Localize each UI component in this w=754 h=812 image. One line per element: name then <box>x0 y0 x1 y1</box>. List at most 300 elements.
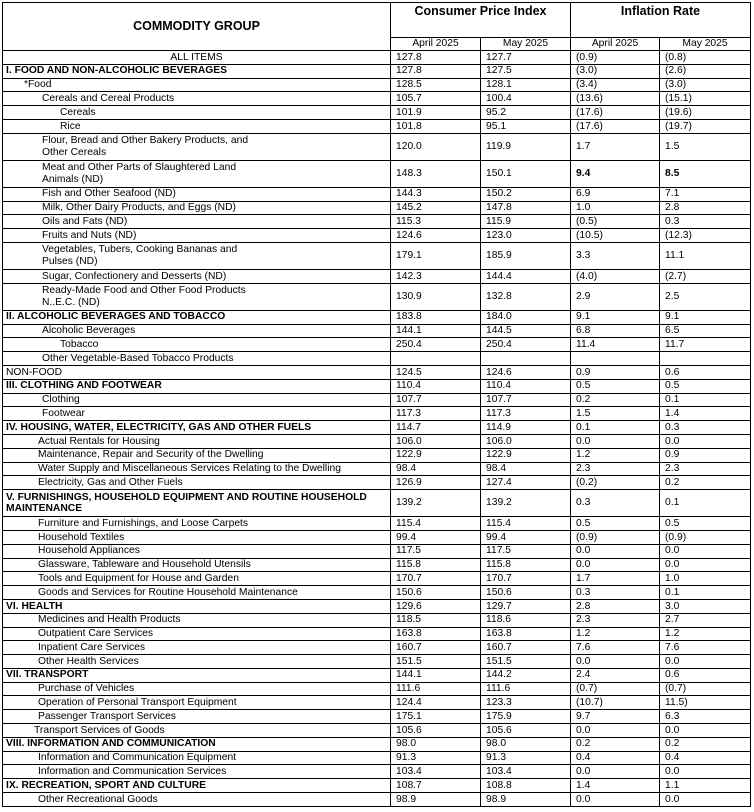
inflation-april-value: (17.6) <box>571 119 660 133</box>
commodity-label: Cereals and Cereal Products <box>3 92 391 106</box>
table-row <box>3 710 751 724</box>
table-row <box>3 517 751 531</box>
inflation-may-value: 0.5 <box>660 517 751 531</box>
inflation-may-value: (0.8) <box>660 51 751 65</box>
cpi-april-value: 115.4 <box>391 517 481 531</box>
inflation-may-value: 0.4 <box>660 751 751 765</box>
inflation-may-value: 0.0 <box>660 544 751 558</box>
commodity-label: Household Textiles <box>3 530 391 544</box>
cpi-april-value: 163.8 <box>391 627 481 641</box>
cpi-april-value: 106.0 <box>391 434 481 448</box>
commodity-label: *Food <box>3 78 391 92</box>
cpi-april-value: 108.7 <box>391 779 481 793</box>
cpi-april-value: 107.7 <box>391 393 481 407</box>
inflation-april-value: 1.7 <box>571 133 660 160</box>
cpi-may-value: 98.4 <box>481 462 571 476</box>
cpi-april-value: 114.7 <box>391 421 481 435</box>
cpi-may-value: 91.3 <box>481 751 571 765</box>
inflation-may-value: (2.6) <box>660 64 751 78</box>
commodity-label: V. FURNISHINGS, HOUSEHOLD EQUIPMENT AND ROUTINE HOUSEHOLD MAINTENANCE <box>3 490 391 517</box>
cpi-may-value: 132.8 <box>481 283 571 310</box>
cpi-april-value: 122.9 <box>391 448 481 462</box>
inflation-may-value: 0.3 <box>660 421 751 435</box>
inflation-may-value: 2.8 <box>660 201 751 215</box>
cpi-may-value: 144.4 <box>481 269 571 283</box>
commodity-label: Milk, Other Dairy Products, and Eggs (ND) <box>3 201 391 215</box>
commodity-label: Other Health Services <box>3 655 391 669</box>
inflation-may-value: (0.7) <box>660 682 751 696</box>
cpi-may-value: 163.8 <box>481 627 571 641</box>
cpi-april-value: 250.4 <box>391 338 481 352</box>
table-row <box>3 751 751 765</box>
cpi-april-value: 142.3 <box>391 269 481 283</box>
commodity-label: IV. HOUSING, WATER, ELECTRICITY, GAS AND OTHER FUELS <box>3 421 391 435</box>
cpi-april-value: 145.2 <box>391 201 481 215</box>
inflation-may-value: 0.5 <box>660 379 751 393</box>
inflation-may-value: 1.1 <box>660 779 751 793</box>
cpi-april-header: April 2025 <box>391 38 481 51</box>
inflation-april-value: (13.6) <box>571 92 660 106</box>
inflation-may-value: 6.5 <box>660 324 751 338</box>
commodity-label: VIII. INFORMATION AND COMMUNICATION <box>3 737 391 751</box>
cpi-april-value: 127.8 <box>391 51 481 65</box>
cpi-april-value: 111.6 <box>391 682 481 696</box>
inflation-april-value: 0.5 <box>571 379 660 393</box>
cpi-april-value: 175.1 <box>391 710 481 724</box>
inflation-april-value: 2.3 <box>571 613 660 627</box>
inflation-may-value: 2.3 <box>660 462 751 476</box>
cpi-may-value: 117.3 <box>481 407 571 421</box>
table-row <box>3 627 751 641</box>
cpi-may-value: 106.0 <box>481 434 571 448</box>
cpi-may-value <box>481 352 571 366</box>
commodity-label: Cereals <box>3 106 391 120</box>
inflation-may-value: 1.2 <box>660 627 751 641</box>
commodity-label: Furniture and Furnishings, and Loose Carpets <box>3 517 391 531</box>
commodity-label: III. CLOTHING AND FOOTWEAR <box>3 379 391 393</box>
inflation-may-value: 0.1 <box>660 490 751 517</box>
inflation-may-value: 11.1 <box>660 242 751 269</box>
cpi-april-value: 160.7 <box>391 641 481 655</box>
inflation-april-value: 0.3 <box>571 586 660 600</box>
cpi-april-value: 128.5 <box>391 78 481 92</box>
table-row <box>3 215 751 229</box>
table-row <box>3 119 751 133</box>
inflation-april-value: 0.3 <box>571 490 660 517</box>
cpi-may-value: 117.5 <box>481 544 571 558</box>
table-row <box>3 655 751 669</box>
table-row <box>3 724 751 738</box>
commodity-label: Actual Rentals for Housing <box>3 434 391 448</box>
inflation-april-value: 2.8 <box>571 599 660 613</box>
table-row <box>3 283 751 310</box>
table-row <box>3 51 751 65</box>
cpi-april-value: 101.8 <box>391 119 481 133</box>
inflation-april-value: (0.9) <box>571 530 660 544</box>
commodity-label: Fruits and Nuts (ND) <box>3 229 391 243</box>
cpi-may-value: 147.8 <box>481 201 571 215</box>
cpi-may-value: 127.5 <box>481 64 571 78</box>
cpi-may-value: 184.0 <box>481 310 571 324</box>
commodity-label: IX. RECREATION, SPORT AND CULTURE <box>3 779 391 793</box>
cpi-april-value: 170.7 <box>391 572 481 586</box>
inflation-may-value: 0.0 <box>660 724 751 738</box>
inflation-may-value: 1.4 <box>660 407 751 421</box>
cpi-may-value: 250.4 <box>481 338 571 352</box>
table-row <box>3 682 751 696</box>
cpi-may-value: 105.6 <box>481 724 571 738</box>
inflation-april-value: 1.2 <box>571 627 660 641</box>
inflation-header: Inflation Rate <box>571 3 751 38</box>
inflation-may-value: (0.9) <box>660 530 751 544</box>
table-row <box>3 490 751 517</box>
commodity-label: Alcoholic Beverages <box>3 324 391 338</box>
inflation-april-value: (4.0) <box>571 269 660 283</box>
inflation-may-value: 2.5 <box>660 283 751 310</box>
inflation-april-value: (3.0) <box>571 64 660 78</box>
cpi-header: Consumer Price Index <box>391 3 571 38</box>
cpi-april-value: 117.3 <box>391 407 481 421</box>
inflation-may-value: 11.7 <box>660 338 751 352</box>
inflation-april-value: (10.7) <box>571 696 660 710</box>
commodity-label: Medicines and Health Products <box>3 613 391 627</box>
cpi-may-value: 99.4 <box>481 530 571 544</box>
table-body <box>3 51 751 807</box>
cpi-may-value: 127.7 <box>481 51 571 65</box>
commodity-label: Purchase of Vehicles <box>3 682 391 696</box>
inflation-april-value: 3.3 <box>571 242 660 269</box>
cpi-april-value: 120.0 <box>391 133 481 160</box>
commodity-label: Sugar, Confectionery and Desserts (ND) <box>3 269 391 283</box>
inflation-april-value: 9.4 <box>571 160 660 187</box>
inflation-may-value: 0.1 <box>660 393 751 407</box>
commodity-label: Oils and Fats (ND) <box>3 215 391 229</box>
inflation-may-value: 0.2 <box>660 476 751 490</box>
cpi-april-value: 124.5 <box>391 365 481 379</box>
cpi-may-value: 98.0 <box>481 737 571 751</box>
table-row <box>3 696 751 710</box>
inflation-may-value: 7.6 <box>660 641 751 655</box>
cpi-may-value: 144.2 <box>481 668 571 682</box>
cpi-april-value: 91.3 <box>391 751 481 765</box>
inflation-april-value: 7.6 <box>571 641 660 655</box>
table-row <box>3 324 751 338</box>
inflation-may-value <box>660 352 751 366</box>
inflation-may-value: 0.3 <box>660 215 751 229</box>
inflation-april-value: (17.6) <box>571 106 660 120</box>
inflation-may-value: 0.2 <box>660 737 751 751</box>
table-row <box>3 668 751 682</box>
commodity-label: Inpatient Care Services <box>3 641 391 655</box>
cpi-may-value: 160.7 <box>481 641 571 655</box>
commodity-label: Passenger Transport Services <box>3 710 391 724</box>
inflation-april-value: 6.9 <box>571 187 660 201</box>
commodity-label: Meat and Other Parts of Slaughtered Land Animals (ND) <box>3 160 391 187</box>
table-row <box>3 572 751 586</box>
cpi-april-value: 144.3 <box>391 187 481 201</box>
cpi-april-value: 110.4 <box>391 379 481 393</box>
cpi-april-value: 117.5 <box>391 544 481 558</box>
cpi-april-value: 101.9 <box>391 106 481 120</box>
inflation-april-value: 1.0 <box>571 201 660 215</box>
table-row <box>3 92 751 106</box>
cpi-table-container <box>2 2 751 807</box>
cpi-may-value: 108.8 <box>481 779 571 793</box>
table-row <box>3 393 751 407</box>
inflation-may-value: 1.5 <box>660 133 751 160</box>
cpi-april-value: 126.9 <box>391 476 481 490</box>
commodity-label: Footwear <box>3 407 391 421</box>
inflation-april-value: 1.7 <box>571 572 660 586</box>
table-row <box>3 641 751 655</box>
cpi-april-value: 98.0 <box>391 737 481 751</box>
cpi-may-header: May 2025 <box>481 38 571 51</box>
table-row <box>3 462 751 476</box>
commodity-group-header: COMMODITY GROUP <box>3 3 391 51</box>
cpi-april-value: 98.9 <box>391 793 481 807</box>
cpi-april-value: 99.4 <box>391 530 481 544</box>
commodity-label: Water Supply and Miscellaneous Services Relating to the Dwelling <box>3 462 391 476</box>
commodity-label: Ready-Made Food and Other Food Products N..E.C. (ND) <box>3 283 391 310</box>
inflation-may-value: 8.5 <box>660 160 751 187</box>
cpi-inflation-table <box>2 2 751 807</box>
inflation-april-value: (10.5) <box>571 229 660 243</box>
table-row <box>3 160 751 187</box>
inflation-may-header: May 2025 <box>660 38 751 51</box>
header-row-main <box>3 3 751 38</box>
inflation-april-value: 1.5 <box>571 407 660 421</box>
cpi-may-value: 123.0 <box>481 229 571 243</box>
cpi-april-value: 144.1 <box>391 324 481 338</box>
commodity-label: Tobacco <box>3 338 391 352</box>
commodity-label: Operation of Personal Transport Equipment <box>3 696 391 710</box>
inflation-april-value: 0.0 <box>571 558 660 572</box>
inflation-may-value: 1.0 <box>660 572 751 586</box>
commodity-label: Vegetables, Tubers, Cooking Bananas and Pulses (ND) <box>3 242 391 269</box>
inflation-april-value: 0.2 <box>571 393 660 407</box>
inflation-may-value: 2.7 <box>660 613 751 627</box>
inflation-april-value: 0.0 <box>571 765 660 779</box>
cpi-april-value: 118.5 <box>391 613 481 627</box>
cpi-april-value: 115.3 <box>391 215 481 229</box>
cpi-may-value: 103.4 <box>481 765 571 779</box>
table-row <box>3 269 751 283</box>
commodity-label: Electricity, Gas and Other Fuels <box>3 476 391 490</box>
cpi-april-value: 103.4 <box>391 765 481 779</box>
inflation-april-header: April 2025 <box>571 38 660 51</box>
commodity-label: Rice <box>3 119 391 133</box>
inflation-may-value: (12.3) <box>660 229 751 243</box>
inflation-may-value: 0.0 <box>660 558 751 572</box>
inflation-may-value: 0.9 <box>660 448 751 462</box>
cpi-may-value: 151.5 <box>481 655 571 669</box>
cpi-april-value: 144.1 <box>391 668 481 682</box>
table-row <box>3 765 751 779</box>
inflation-may-value: 0.0 <box>660 793 751 807</box>
cpi-may-value: 115.4 <box>481 517 571 531</box>
commodity-label: Clothing <box>3 393 391 407</box>
inflation-may-value: 0.6 <box>660 668 751 682</box>
inflation-april-value: 6.8 <box>571 324 660 338</box>
commodity-label: Other Vegetable-Based Tobacco Products <box>3 352 391 366</box>
table-row <box>3 793 751 807</box>
inflation-april-value: 0.1 <box>571 421 660 435</box>
cpi-april-value: 130.9 <box>391 283 481 310</box>
inflation-april-value: 0.9 <box>571 365 660 379</box>
inflation-april-value: 2.4 <box>571 668 660 682</box>
inflation-may-value: 3.0 <box>660 599 751 613</box>
cpi-may-value: 98.9 <box>481 793 571 807</box>
commodity-label: I. FOOD AND NON-ALCOHOLIC BEVERAGES <box>3 64 391 78</box>
table-row <box>3 64 751 78</box>
commodity-label: Tools and Equipment for House and Garden <box>3 572 391 586</box>
table-row <box>3 421 751 435</box>
commodity-label: Glassware, Tableware and Household Utensils <box>3 558 391 572</box>
cpi-may-value: 139.2 <box>481 490 571 517</box>
cpi-april-value: 115.8 <box>391 558 481 572</box>
inflation-may-value: (19.7) <box>660 119 751 133</box>
cpi-april-value: 150.6 <box>391 586 481 600</box>
cpi-may-value: 110.4 <box>481 379 571 393</box>
inflation-may-value: (3.0) <box>660 78 751 92</box>
cpi-april-value: 183.8 <box>391 310 481 324</box>
inflation-may-value: 6.3 <box>660 710 751 724</box>
table-row <box>3 558 751 572</box>
cpi-may-value: 119.9 <box>481 133 571 160</box>
cpi-may-value: 128.1 <box>481 78 571 92</box>
cpi-may-value: 150.2 <box>481 187 571 201</box>
cpi-may-value: 175.9 <box>481 710 571 724</box>
commodity-label: Transport Services of Goods <box>3 724 391 738</box>
inflation-april-value: 0.4 <box>571 751 660 765</box>
table-row <box>3 530 751 544</box>
commodity-label: Fish and Other Seafood (ND) <box>3 187 391 201</box>
table-row <box>3 476 751 490</box>
inflation-april-value: 0.0 <box>571 434 660 448</box>
inflation-april-value <box>571 352 660 366</box>
inflation-may-value: 7.1 <box>660 187 751 201</box>
inflation-april-value: 1.2 <box>571 448 660 462</box>
inflation-may-value: 0.6 <box>660 365 751 379</box>
table-row <box>3 352 751 366</box>
cpi-may-value: 170.7 <box>481 572 571 586</box>
cpi-may-value: 95.1 <box>481 119 571 133</box>
inflation-april-value: 0.0 <box>571 655 660 669</box>
inflation-may-value: 11.5) <box>660 696 751 710</box>
table-row <box>3 599 751 613</box>
commodity-label: VII. TRANSPORT <box>3 668 391 682</box>
table-row <box>3 434 751 448</box>
table-row <box>3 448 751 462</box>
commodity-label: Household Appliances <box>3 544 391 558</box>
table-row <box>3 310 751 324</box>
inflation-april-value: (0.7) <box>571 682 660 696</box>
cpi-may-value: 118.6 <box>481 613 571 627</box>
inflation-may-value: 0.1 <box>660 586 751 600</box>
inflation-april-value: 0.5 <box>571 517 660 531</box>
inflation-april-value: 11.4 <box>571 338 660 352</box>
table-row <box>3 544 751 558</box>
inflation-april-value: 1.4 <box>571 779 660 793</box>
inflation-april-value: 9.1 <box>571 310 660 324</box>
table-row <box>3 586 751 600</box>
inflation-april-value: (0.9) <box>571 51 660 65</box>
inflation-april-value: (3.4) <box>571 78 660 92</box>
table-row <box>3 338 751 352</box>
cpi-may-value: 123.3 <box>481 696 571 710</box>
cpi-april-value <box>391 352 481 366</box>
commodity-label: Goods and Services for Routine Household Maintenance <box>3 586 391 600</box>
cpi-april-value: 124.4 <box>391 696 481 710</box>
cpi-april-value: 105.6 <box>391 724 481 738</box>
inflation-april-value: 0.0 <box>571 724 660 738</box>
table-row <box>3 779 751 793</box>
cpi-may-value: 95.2 <box>481 106 571 120</box>
inflation-may-value: (15.1) <box>660 92 751 106</box>
cpi-may-value: 115.8 <box>481 558 571 572</box>
table-row <box>3 379 751 393</box>
cpi-may-value: 114.9 <box>481 421 571 435</box>
table-row <box>3 187 751 201</box>
inflation-may-value: 0.0 <box>660 655 751 669</box>
cpi-may-value: 115.9 <box>481 215 571 229</box>
commodity-label: Outpatient Care Services <box>3 627 391 641</box>
cpi-april-value: 124.6 <box>391 229 481 243</box>
inflation-april-value: 0.2 <box>571 737 660 751</box>
cpi-may-value: 150.6 <box>481 586 571 600</box>
table-row <box>3 242 751 269</box>
inflation-april-value: 2.3 <box>571 462 660 476</box>
inflation-april-value: 0.0 <box>571 793 660 807</box>
cpi-may-value: 129.7 <box>481 599 571 613</box>
inflation-april-value: (0.5) <box>571 215 660 229</box>
inflation-april-value: 0.0 <box>571 544 660 558</box>
inflation-april-value: 9.7 <box>571 710 660 724</box>
cpi-may-value: 144.5 <box>481 324 571 338</box>
inflation-april-value: 2.9 <box>571 283 660 310</box>
cpi-april-value: 139.2 <box>391 490 481 517</box>
commodity-label: Maintenance, Repair and Security of the Dwelling <box>3 448 391 462</box>
commodity-label: VI. HEALTH <box>3 599 391 613</box>
cpi-may-value: 107.7 <box>481 393 571 407</box>
table-row <box>3 613 751 627</box>
table-row <box>3 737 751 751</box>
commodity-label: II. ALCOHOLIC BEVERAGES AND TOBACCO <box>3 310 391 324</box>
inflation-may-value: 0.0 <box>660 765 751 779</box>
cpi-april-value: 179.1 <box>391 242 481 269</box>
table-row <box>3 106 751 120</box>
inflation-may-value: (19.6) <box>660 106 751 120</box>
cpi-april-value: 127.8 <box>391 64 481 78</box>
cpi-april-value: 151.5 <box>391 655 481 669</box>
inflation-may-value: 0.0 <box>660 434 751 448</box>
table-row <box>3 201 751 215</box>
cpi-may-value: 127.4 <box>481 476 571 490</box>
table-row <box>3 365 751 379</box>
commodity-label: Information and Communication Equipment <box>3 751 391 765</box>
commodity-label: Information and Communication Services <box>3 765 391 779</box>
cpi-may-value: 124.6 <box>481 365 571 379</box>
inflation-may-value: 9.1 <box>660 310 751 324</box>
inflation-may-value: (2.7) <box>660 269 751 283</box>
commodity-label: ALL ITEMS <box>3 51 391 65</box>
cpi-april-value: 148.3 <box>391 160 481 187</box>
cpi-may-value: 111.6 <box>481 682 571 696</box>
inflation-april-value: (0.2) <box>571 476 660 490</box>
table-row <box>3 78 751 92</box>
table-row <box>3 229 751 243</box>
cpi-may-value: 122.9 <box>481 448 571 462</box>
